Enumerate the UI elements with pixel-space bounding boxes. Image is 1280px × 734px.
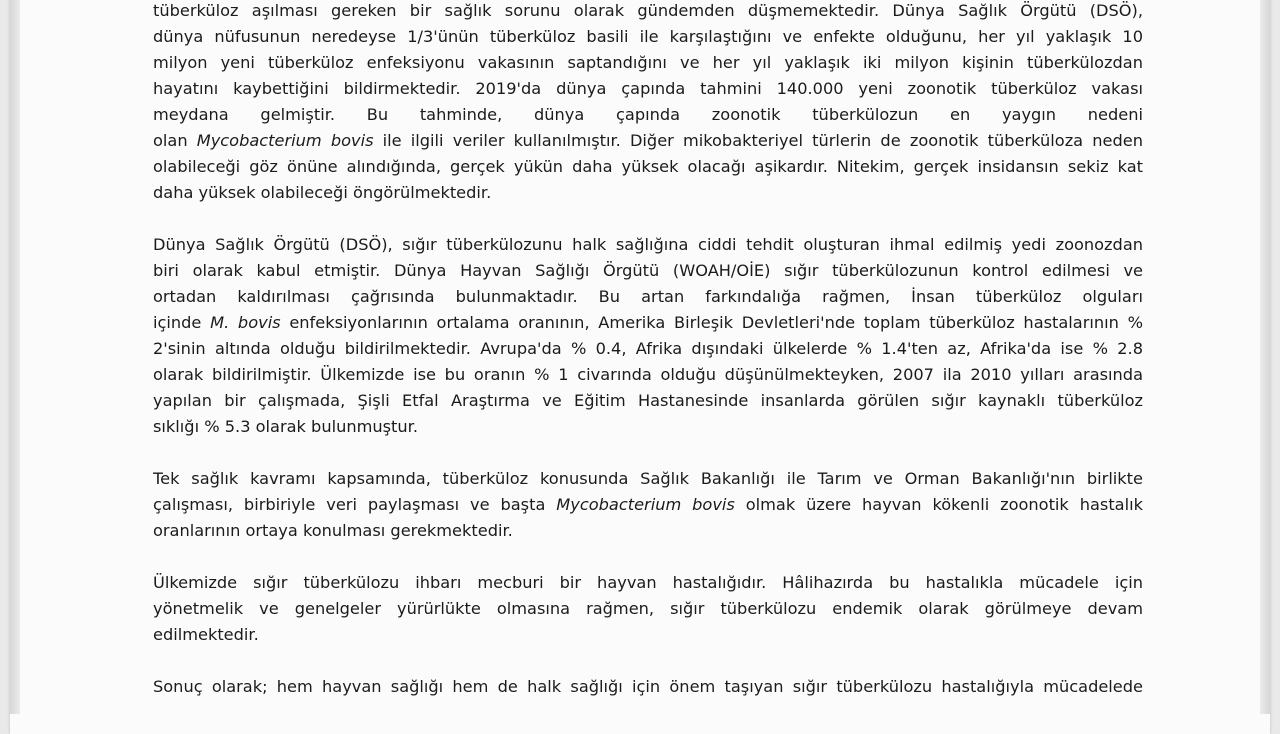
text-line: Sonuç olarak; hem hayvan sağlığı hem de halk sağlığı için önem taşıyan sığır tüberkülozu hastalığıyla mücadelede (153, 677, 1143, 696)
paragraph (153, 466, 1143, 544)
paragraph (153, 570, 1143, 648)
text-segment: içinde (153, 313, 211, 332)
text-segment: olan (153, 131, 197, 150)
text-line: hayatını kaybettiğini bildirmektedir. 2019'da dünya çapında tahmini 140.000 yeni zoonotik tüberküloz vakası (153, 79, 1143, 98)
text-line: dünya nüfusunun neredeyse 1/3'ünün tüberküloz basili ile karşılaştığını ve enfekte olduğunu, her yıl yaklaşık 10 (153, 27, 1143, 46)
text-line: yönetmelik ve genelgeler yürürlükte olmasına rağmen, sığır tüberkülozu endemik olarak görülmeye devam (153, 599, 1143, 618)
document-body (153, 0, 1143, 700)
text-line: olarak bildirilmiştir. Ülkemizde ise bu oranın % 1 civarında olduğu düşünülmekteyken, 2007 ila 2010 yılları arasında (153, 365, 1143, 384)
text-line: milyon yeni tüberküloz enfeksiyonu vakasının saptandığını ve her yıl yaklaşık iki milyon kişinin tüberkülozdan (153, 53, 1143, 72)
text-line: meydana gelmiştir. Bu tahminde, dünya çapında zoonotik tüberkülozun en yaygın nedeni (153, 105, 1143, 124)
page-left-edge (10, 0, 20, 714)
text-line: Ülkemizde sığır tüberkülozu ihbarı mecburi bir hayvan hastalığıdır. Hâlihazırda bu hastalıkla mücadele için (153, 573, 1143, 592)
species-name-italic: M. bovis (210, 313, 281, 332)
text-line: daha yüksek olabileceği öngörülmektedir. (153, 183, 492, 202)
text-segment: çalışması, birbiriyle veri paylaşması ve başta (153, 495, 557, 514)
text-segment: ile ilgili veriler kullanılmıştır. Diğer mikobakteriyel türlerin de zoonotik tüberküloza neden (373, 131, 1143, 150)
paragraph-gap (153, 544, 1143, 570)
paragraph (153, 0, 1143, 206)
text-line: biri olarak kabul etmiştir. Dünya Hayvan Sağlığı Örgütü (WOAH/OİE) sığır tüberkülozunun kontrol edilmesi ve (153, 261, 1143, 280)
text-line: Tek sağlık kavramı kapsamında, tüberküloz konusunda Sağlık Bakanlığı ile Tarım ve Orman Bakanlığı'nın birlikte (153, 469, 1143, 488)
text-line (153, 128, 1143, 154)
text-segment: olmak üzere hayvan kökenli zoonotik hastalık (734, 495, 1143, 514)
page-right-edge (1260, 0, 1270, 714)
text-segment: enfeksiyonlarının ortalama oranının, Amerika Birleşik Devletleri'nde toplam tüberküloz hastalarının % (280, 313, 1143, 332)
text-line: olabileceği göz önüne alındığında, gerçek yükün daha yüksek olacağı aşikardır. Nitekim, gerçek insidansın sekiz kat (153, 157, 1143, 176)
paragraph-gap (153, 648, 1143, 674)
text-line: sıklığı % 5.3 olarak bulunmuştur. (153, 417, 418, 436)
text-line: 2'sinin altında olduğu bildirilmektedir. Avrupa'da % 0.4, Afrika dışındaki ülkelerde % 1.4'ten az, Afrika'da ise % 2.8 (153, 339, 1143, 358)
text-line (153, 492, 1143, 518)
text-line (153, 310, 1143, 336)
species-name-italic: Mycobacterium bovis (556, 495, 735, 514)
paragraph-gap (153, 440, 1143, 466)
paragraph (153, 232, 1143, 440)
text-line: oranlarının ortaya konulması gerekmektedir. (153, 521, 513, 540)
text-line: yapılan bir çalışmada, Şişli Etfal Araştırma ve Eğitim Hastanesinde insanlarda görülen sığır kaynaklı tüberküloz (153, 391, 1143, 410)
text-line: edilmektedir. (153, 625, 259, 644)
species-name-italic: Mycobacterium bovis (196, 131, 374, 150)
paragraph (153, 674, 1143, 700)
text-line: Dünya Sağlık Örgütü (DSÖ), sığır tüberkülozunu halk sağlığına ciddi tehdit oluşturan ihmal edilmiş yedi zoonozdan (153, 235, 1143, 254)
text-line: ortadan kaldırılması çağrısında bulunmaktadır. Bu artan farkındalığa rağmen, İnsan tüberküloz olguları (153, 287, 1143, 306)
paragraph-gap (153, 206, 1143, 232)
document-page (10, 0, 1270, 734)
text-line: tüberküloz aşılması gereken bir sağlık sorunu olarak gündemden düşmemektedir. Dünya Sağlık Örgütü (DSÖ), (153, 1, 1143, 20)
